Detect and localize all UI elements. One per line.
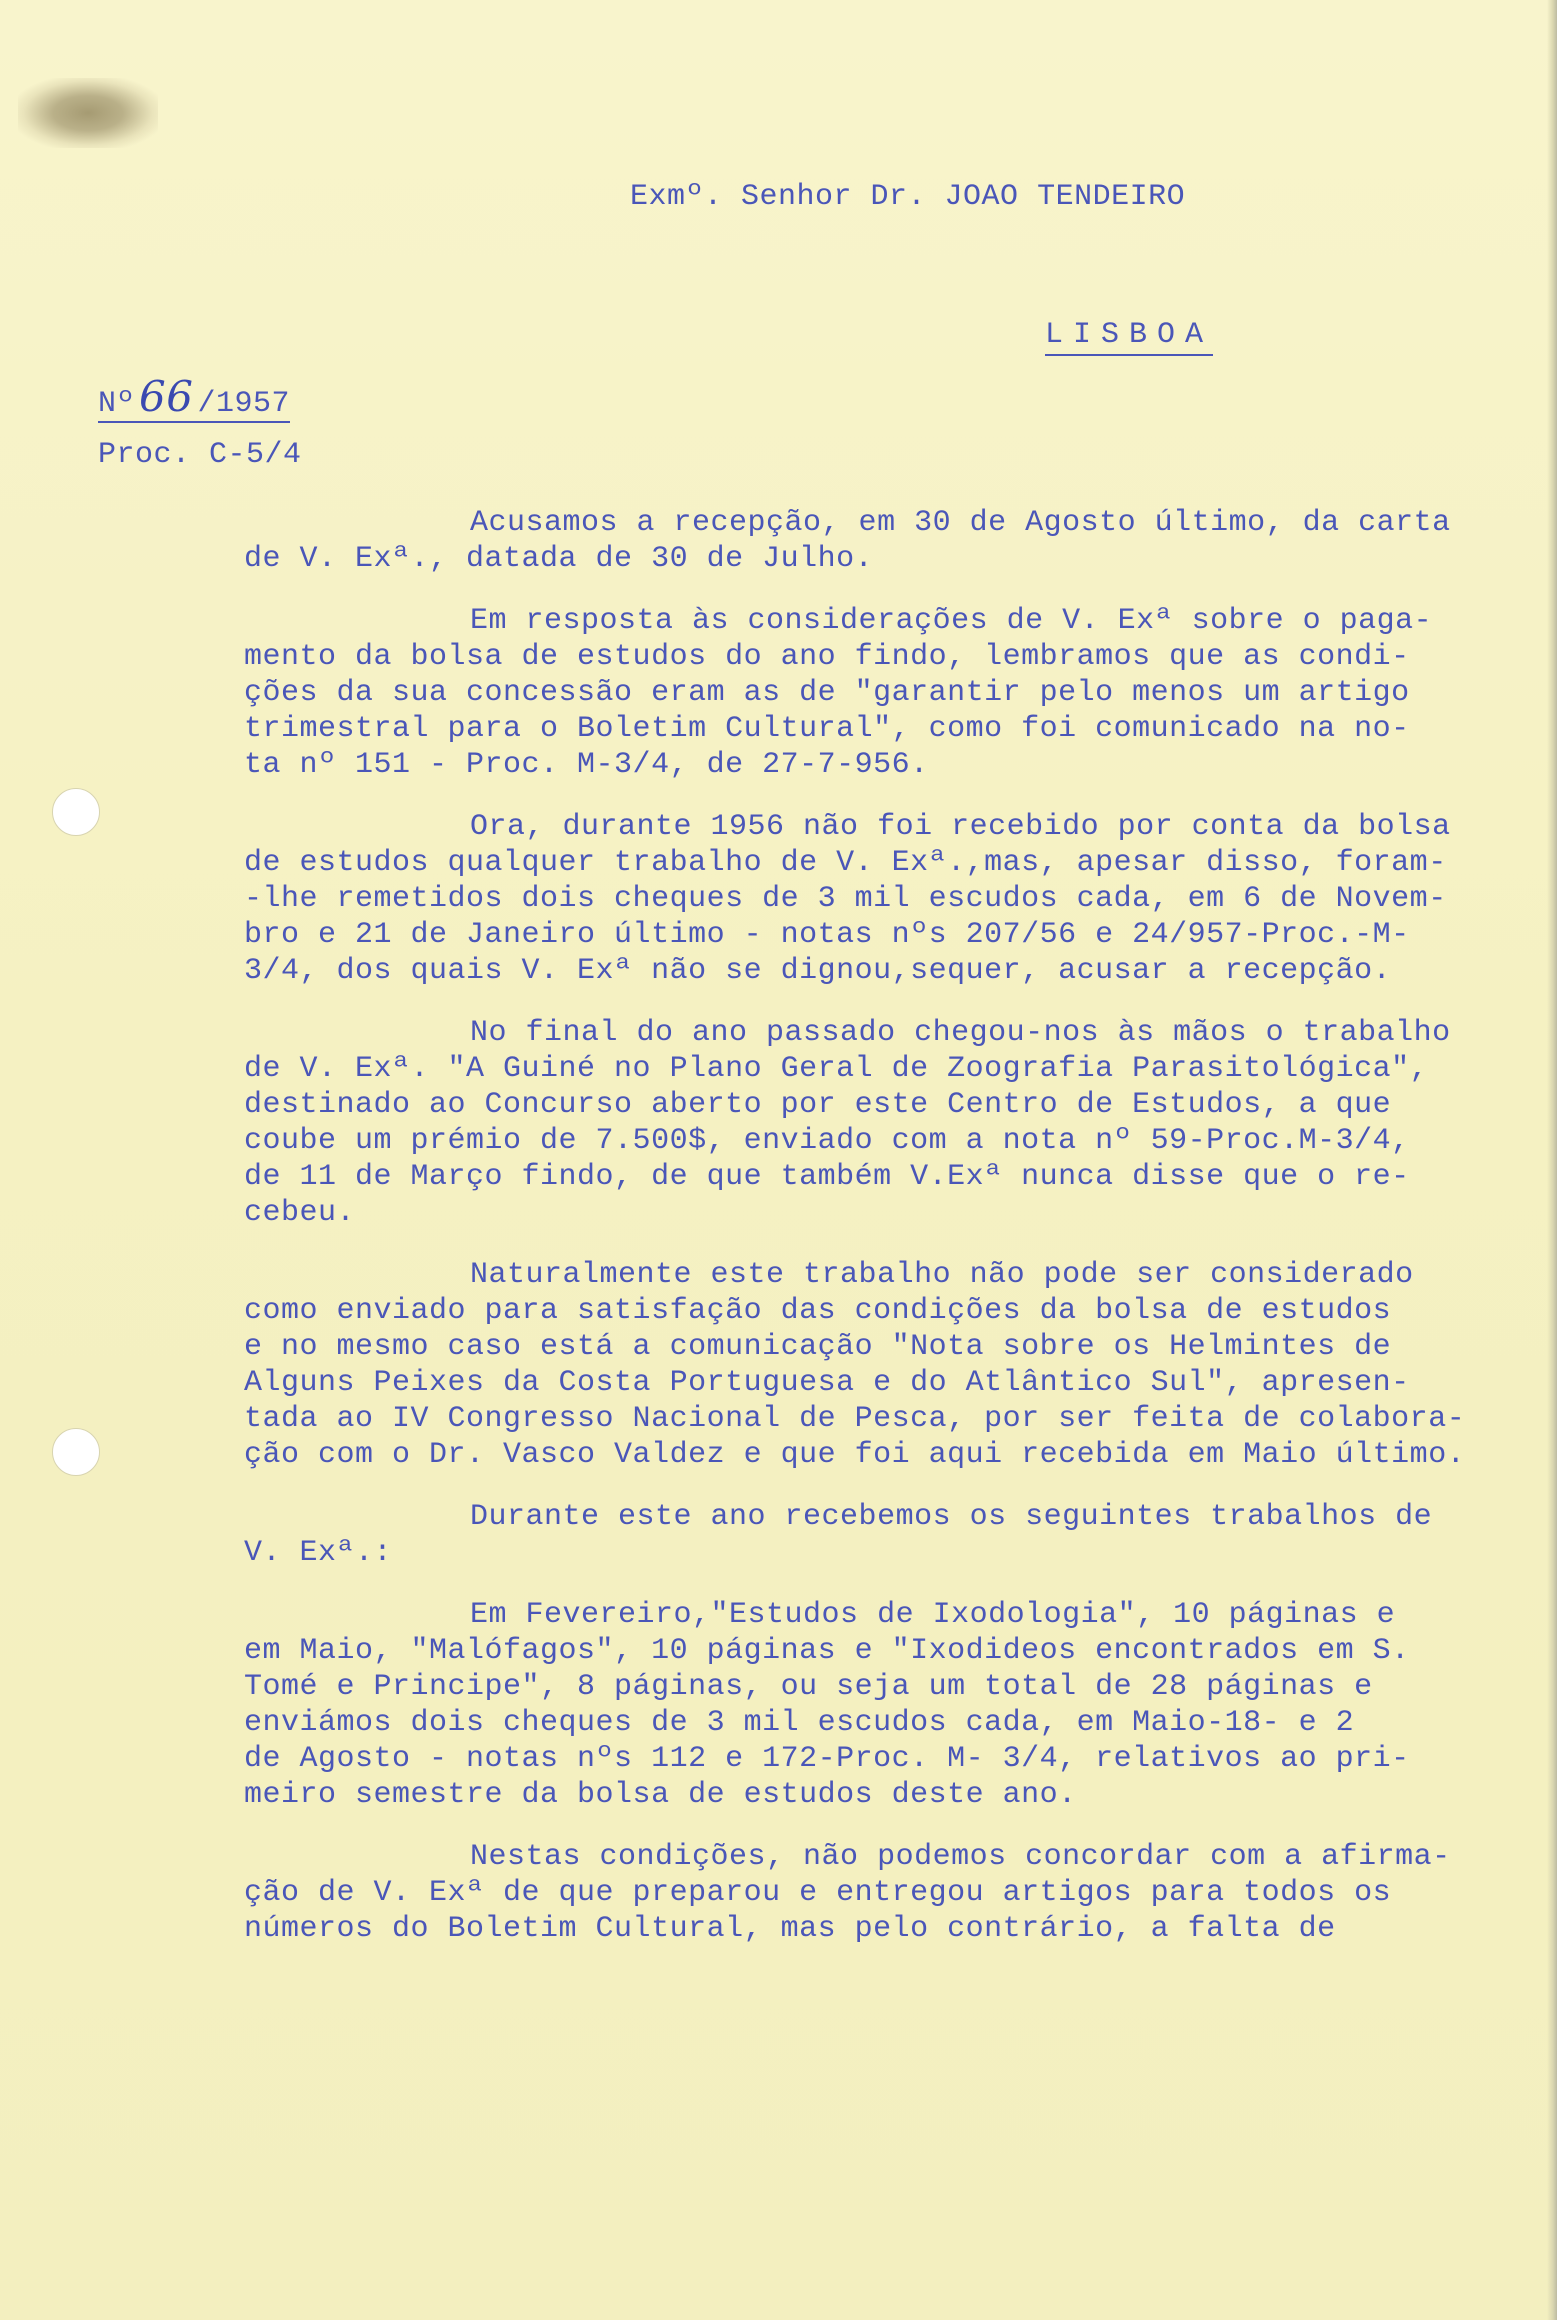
ref-number-label: Nº bbox=[98, 387, 136, 421]
paragraph bbox=[244, 809, 1534, 989]
paragraph-line: trimestral para o Boletim Cultural", como foi comunicado na no- bbox=[244, 712, 1410, 746]
paragraph-line: coube um prémio de 7.500$, enviado com a nota nº 59-Proc.M-3/4, bbox=[244, 1124, 1410, 1158]
rust-stain bbox=[18, 78, 158, 148]
paragraph bbox=[244, 1499, 1534, 1571]
paragraph-line: Em Fevereiro,"Estudos de Ixodologia", 10 páginas e bbox=[470, 1598, 1396, 1632]
paragraph-line: enviámos dois cheques de 3 mil escudos cada, em Maio-18- e 2 bbox=[244, 1706, 1355, 1740]
paragraph bbox=[244, 505, 1534, 577]
paragraph-line: de Agosto - notas nºs 112 e 172-Proc. M- 3/4, relativos ao pri- bbox=[244, 1742, 1410, 1776]
paragraph-line: ção com o Dr. Vasco Valdez e que foi aqui recebida em Maio último. bbox=[244, 1438, 1466, 1472]
paragraph-line: Nestas condições, não podemos concordar com a afirma- bbox=[470, 1840, 1451, 1874]
paragraph-line: e no mesmo caso está a comunicação "Nota sobre os Helmintes de bbox=[244, 1330, 1392, 1364]
paragraph-line: tada ao IV Congresso Nacional de Pesca, por ser feita de colabora- bbox=[244, 1402, 1466, 1436]
city-heading: LISBOA bbox=[1045, 318, 1213, 356]
paragraph-line: cebeu. bbox=[244, 1196, 356, 1230]
paragraph-line: Em resposta às considerações de V. Exª sobre o paga- bbox=[470, 604, 1433, 638]
paragraph-line: ta nº 151 - Proc. M-3/4, de 27-7-956. bbox=[244, 748, 929, 782]
paragraph-line: ções da sua concessão eram as de "garantir pelo menos um artigo bbox=[244, 676, 1410, 710]
paragraph bbox=[244, 1839, 1534, 1947]
addressee-line: Exmº. Senhor Dr. JOAO TENDEIRO bbox=[630, 180, 1186, 214]
paragraph bbox=[244, 1015, 1534, 1231]
punch-hole-top bbox=[52, 788, 100, 836]
paragraph-line: como enviado para satisfação das condições da bolsa de estudos bbox=[244, 1294, 1392, 1328]
letter-body bbox=[244, 505, 1534, 1973]
paragraph-line: Acusamos a recepção, em 30 de Agosto último, da carta bbox=[470, 506, 1451, 540]
paragraph-line: Durante este ano recebemos os seguintes trabalhos de bbox=[470, 1500, 1433, 1534]
ref-number-handwritten: 66 bbox=[135, 372, 197, 423]
paragraph-line: V. Exª.: bbox=[244, 1536, 393, 1570]
ref-year: /1957 bbox=[197, 387, 290, 421]
paragraph bbox=[244, 603, 1534, 783]
paper-edge bbox=[1547, 0, 1557, 2320]
paragraph-line: 3/4, dos quais V. Exª não se dignou,sequer, acusar a recepção. bbox=[244, 954, 1392, 988]
paragraph-line: -lhe remetidos dois cheques de 3 mil escudos cada, em 6 de Novem- bbox=[244, 882, 1447, 916]
paragraph-line: em Maio, "Malófagos", 10 páginas e "Ixodideos encontrados em S. bbox=[244, 1634, 1410, 1668]
paragraph-line: Tomé e Principe", 8 páginas, ou seja um total de 28 páginas e bbox=[244, 1670, 1373, 1704]
paragraph-line: No final do ano passado chegou-nos às mãos o trabalho bbox=[470, 1016, 1451, 1050]
paragraph-line: de V. Exª. "A Guiné no Plano Geral de Zoografia Parasitológica", bbox=[244, 1052, 1429, 1086]
paragraph-line: Ora, durante 1956 não foi recebido por conta da bolsa bbox=[470, 810, 1451, 844]
reference-number bbox=[98, 372, 290, 421]
paragraph-line: bro e 21 de Janeiro último - notas nºs 207/56 e 24/957-Proc.-M- bbox=[244, 918, 1410, 952]
paragraph-line: de V. Exª., datada de 30 de Julho. bbox=[244, 542, 874, 576]
paragraph-line: números do Boletim Cultural, mas pelo contrário, a falta de bbox=[244, 1912, 1336, 1946]
paragraph bbox=[244, 1597, 1534, 1813]
paragraph-line: meiro semestre da bolsa de estudos deste ano. bbox=[244, 1778, 1077, 1812]
paragraph-line: Alguns Peixes da Costa Portuguesa e do Atlântico Sul", apresen- bbox=[244, 1366, 1410, 1400]
paragraph-line: ção de V. Exª de que preparou e entregou artigos para todos os bbox=[244, 1876, 1392, 1910]
paragraph-line: destinado ao Concurso aberto por este Centro de Estudos, a que bbox=[244, 1088, 1392, 1122]
paragraph-line: mento da bolsa de estudos do ano findo, lembramos que as condi- bbox=[244, 640, 1410, 674]
paragraph bbox=[244, 1257, 1534, 1473]
paragraph-line: Naturalmente este trabalho não pode ser considerado bbox=[470, 1258, 1414, 1292]
process-reference: Proc. C-5/4 bbox=[98, 438, 302, 472]
paragraph-line: de estudos qualquer trabalho de V. Exª.,mas, apesar disso, foram- bbox=[244, 846, 1447, 880]
punch-hole-bottom bbox=[52, 1428, 100, 1476]
paragraph-line: de 11 de Março findo, de que também V.Exª nunca disse que o re- bbox=[244, 1160, 1410, 1194]
